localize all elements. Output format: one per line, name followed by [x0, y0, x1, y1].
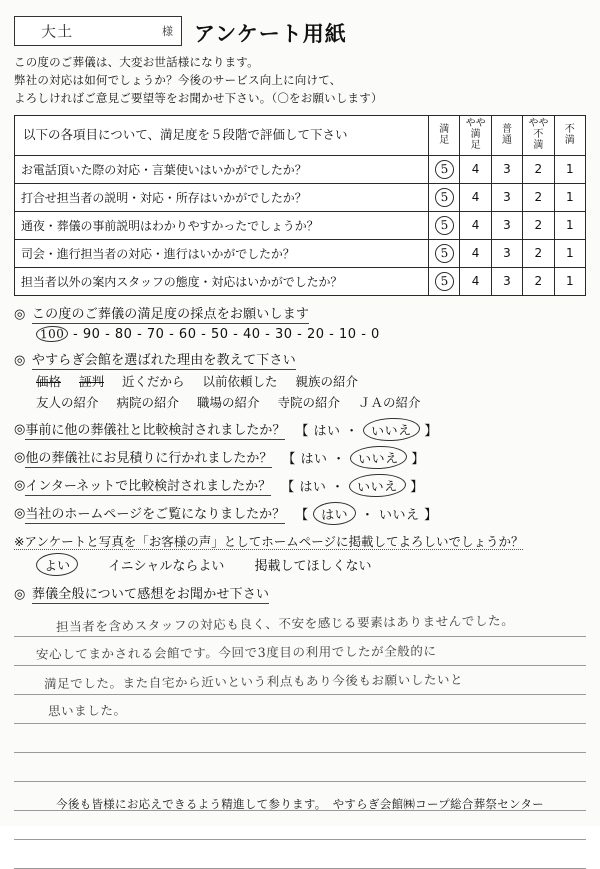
- scale-header-1: 不 満: [554, 116, 585, 155]
- reason-options: [14, 371, 586, 414]
- option-4[interactable]: 4: [460, 211, 491, 239]
- yesno-choices: 【 はい ・ いいえ 】: [282, 446, 425, 469]
- reason-option-ja[interactable]: ＪＡの紹介: [358, 395, 421, 411]
- handwriting-line-3: 満足でした。また自宅から近いという利点もあり今後もお願いしたいと: [43, 672, 464, 692]
- yesno-question-3: [14, 474, 586, 497]
- scale-header-4: やや 満 足: [460, 116, 491, 155]
- score-option-100[interactable]: 100: [36, 325, 69, 342]
- bullet-icon: ◎: [14, 587, 26, 603]
- intro-line-1: この度のご葬儀は、大変お世話様になります。: [14, 55, 259, 69]
- comment-line-1[interactable]: [14, 608, 586, 637]
- reason-options-row-2: [36, 392, 586, 413]
- header: [14, 16, 586, 48]
- intro-text: [14, 54, 586, 107]
- intro-line-3: よろしければご意見ご要望等をお聞かせ下さい。（〇をお願いします）: [14, 90, 383, 105]
- option-2[interactable]: 2: [523, 155, 554, 183]
- score-option-50[interactable]: - 50: [201, 326, 229, 342]
- option-2[interactable]: 2: [523, 211, 554, 239]
- publish-choice-no[interactable]: 掲載してほしくない: [254, 559, 372, 575]
- reason-option-workplace[interactable]: 職場の紹介: [197, 395, 260, 411]
- option-2[interactable]: 2: [523, 239, 554, 267]
- page-title: アンケート用紙: [194, 22, 347, 46]
- score-option-20[interactable]: - 20: [297, 326, 325, 342]
- option-1[interactable]: 1: [554, 267, 585, 295]
- bullet-icon: ◎: [14, 506, 26, 522]
- score-option-0[interactable]: - 0: [361, 326, 380, 342]
- customer-name-box[interactable]: [14, 16, 182, 46]
- handwriting-line-4: 思いました。: [47, 702, 127, 719]
- yesno-choices: 【 はい ・ いいえ 】: [281, 474, 424, 497]
- score-options: [14, 326, 586, 342]
- option-1[interactable]: 1: [554, 183, 585, 211]
- score-heading: この度のご葬儀の満足度の採点をお願いします: [31, 306, 310, 322]
- reason-heading-row: [14, 349, 586, 368]
- bullet-icon: ◎: [14, 306, 26, 322]
- reason-option-hospital[interactable]: 病院の紹介: [116, 395, 180, 411]
- comment-line-6[interactable]: [14, 753, 586, 782]
- table-instruction: 以下の各項目について、満足度を５段階で評価して下さい: [15, 116, 429, 155]
- yesno-question-2: [14, 446, 586, 469]
- bullet-icon: ◎: [14, 422, 26, 438]
- intro-line-2: 弊社の対応は如何でしょうか？今後のサービス向上に向けて、: [14, 72, 342, 87]
- publish-choice-initial[interactable]: イニシャルならよい: [108, 559, 225, 575]
- bullet-icon: ◎: [14, 352, 26, 368]
- bullet-icon: ◎: [14, 450, 26, 466]
- option-2[interactable]: 2: [523, 267, 554, 295]
- yesno-no[interactable]: いいえ: [379, 508, 420, 524]
- score-option-80[interactable]: - 80: [105, 326, 133, 342]
- table-row: [15, 155, 586, 183]
- option-4[interactable]: 4: [460, 267, 491, 295]
- rating-table: [14, 115, 586, 295]
- footer-text: 今後も皆様にお応えできるよう精進して参ります。 やすらぎ会館㈱コープ総合葬祭センター: [56, 797, 544, 811]
- option-5[interactable]: 5: [429, 211, 460, 239]
- score-section: [14, 303, 586, 342]
- option-5[interactable]: 5: [429, 155, 460, 183]
- option-4[interactable]: 4: [460, 155, 491, 183]
- yesno-yes[interactable]: はい: [313, 502, 357, 526]
- reason-option-price[interactable]: 価格: [36, 373, 62, 389]
- score-option-60[interactable]: - 60: [169, 326, 197, 342]
- comment-lines[interactable]: [14, 608, 586, 860]
- yesno-yes[interactable]: はい: [300, 452, 328, 468]
- yesno-question-4: [14, 502, 586, 525]
- question-text: お電話頂いた際の対応・言葉使いはいかがでしたか？: [15, 155, 429, 183]
- comment-line-2[interactable]: [14, 637, 586, 666]
- score-option-70[interactable]: - 70: [137, 326, 165, 342]
- reason-option-reputation[interactable]: 誣判: [79, 373, 105, 389]
- customer-name-value: 大土: [40, 21, 74, 41]
- option-3[interactable]: 3: [491, 183, 522, 211]
- option-1[interactable]: 1: [554, 155, 585, 183]
- yesno-choices: 【 はい ・ いいえ 】: [295, 502, 438, 525]
- option-3[interactable]: 3: [491, 211, 522, 239]
- publish-choice-yes[interactable]: よい: [36, 553, 79, 577]
- option-3[interactable]: 3: [491, 239, 522, 267]
- yesno-choices: 【 はい ・ いいえ 】: [295, 418, 438, 441]
- comment-line-4[interactable]: [14, 695, 586, 724]
- table-row: [15, 267, 586, 295]
- score-heading-row: [14, 303, 586, 322]
- comment-line-9[interactable]: [14, 840, 586, 869]
- option-4[interactable]: 4: [460, 183, 491, 211]
- option-5[interactable]: 5: [429, 183, 460, 211]
- reason-option-temple[interactable]: 寺院の紹介: [277, 395, 341, 411]
- option-4[interactable]: 4: [460, 239, 491, 267]
- publish-section: [14, 532, 586, 576]
- option-3[interactable]: 3: [491, 155, 522, 183]
- yesno-question-text: 当社のホームページをご覧になりましたか？: [25, 503, 285, 524]
- handwriting-line-1: 担当者を含めスタッフの対応も良く、不安を感じる要素はありませんでした。: [55, 613, 515, 635]
- comment-heading-row: [14, 583, 586, 602]
- yesno-question-1: [14, 418, 586, 441]
- yesno-no[interactable]: いいえ: [350, 445, 407, 470]
- score-option-90[interactable]: - 90: [73, 326, 101, 342]
- question-text: 担当者以外の案内スタッフの態度・対応はいかがでしたか？: [15, 267, 429, 295]
- yesno-question-text: 事前に他の葬儀社と比較検討されましたか？: [25, 419, 285, 440]
- scale-header-5: 満 足: [429, 116, 460, 155]
- yesno-yes[interactable]: はい: [313, 424, 341, 440]
- comment-line-5[interactable]: [14, 724, 586, 753]
- yesno-no[interactable]: いいえ: [349, 473, 406, 498]
- reason-option-nearby[interactable]: 近くだから: [122, 373, 185, 389]
- question-text: 打合せ担当者の説明・対応・所存はいかがでしたか？: [15, 183, 429, 211]
- reason-heading: やすらぎ会館を選ばれた理由を教えて下さい: [31, 352, 296, 368]
- scale-header-2: やや 不 満: [523, 116, 554, 155]
- score-option-10[interactable]: - 10: [329, 326, 357, 342]
- reason-option-relative[interactable]: 親族の紹介: [295, 373, 359, 389]
- option-5[interactable]: 5: [429, 239, 460, 267]
- table-header-row: [15, 116, 586, 155]
- option-1[interactable]: 1: [554, 211, 585, 239]
- option-5[interactable]: 5: [429, 267, 460, 295]
- yesno-yes[interactable]: はい: [299, 480, 327, 496]
- table-row: [15, 183, 586, 211]
- comment-section: [14, 583, 586, 602]
- yesno-no[interactable]: いいえ: [363, 417, 420, 442]
- option-1[interactable]: 1: [554, 239, 585, 267]
- option-2[interactable]: 2: [523, 183, 554, 211]
- reason-options-row-1: [36, 371, 586, 392]
- yesno-question-text: インターネットで比較検討されましたか？: [25, 475, 271, 496]
- score-option-30[interactable]: - 30: [265, 326, 293, 342]
- publish-note: ※アンケートと写真を「お客様の声」としてホームページに掲載してよろしいでしょうか？: [14, 534, 524, 550]
- question-text: 司会・進行担当者の対応・進行はいかがでしたか？: [15, 239, 429, 267]
- yesno-question-text: 他の葬儀社にお見積りに行かれましたか？: [25, 447, 272, 468]
- customer-name-suffix: 様: [162, 25, 173, 38]
- comment-heading: 葬儀全般について感想をお聞かせ下さい: [31, 587, 270, 603]
- reason-section: [14, 349, 586, 414]
- handwriting-line-2: 安心してまかされる会館です。今回で3度目の利用でしたが全般的に: [35, 643, 437, 663]
- publish-choices: [14, 553, 586, 576]
- reason-option-previous[interactable]: 以前依頼した: [202, 373, 278, 389]
- option-3[interactable]: 3: [491, 267, 522, 295]
- comment-line-3[interactable]: [14, 666, 586, 695]
- question-text: 通夜・葬儀の事前説明はわかりやすかったでしょうか？: [15, 211, 429, 239]
- bullet-icon: ◎: [14, 478, 26, 494]
- scale-header-3: 普 通: [491, 116, 522, 155]
- score-option-40[interactable]: - 40: [233, 326, 261, 342]
- reason-option-friend[interactable]: 友人の紹介: [36, 395, 99, 411]
- table-row: [15, 239, 586, 267]
- table-row: [15, 211, 586, 239]
